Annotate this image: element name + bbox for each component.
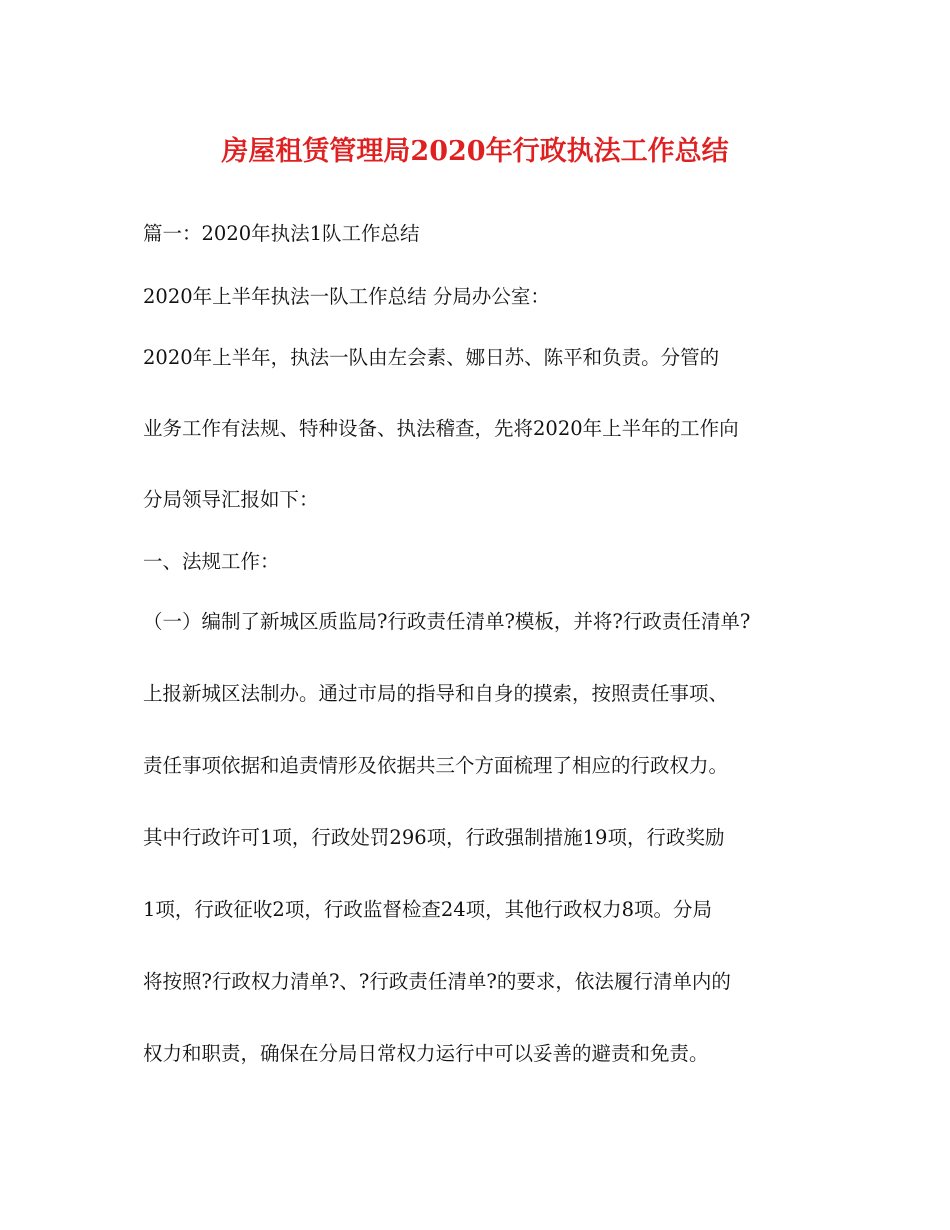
paragraph-line: 业务工作有法规、特种设备、执法稽查，先将2020年上半年的工作向 [143, 417, 739, 440]
paragraph-line: 将按照?行政权力清单?、?行政责任清单?的要求，依法履行清单内的 [143, 970, 731, 993]
subsection-heading: 一、法规工作： [143, 550, 280, 573]
paragraph-line: 其中行政许可1项，行政处罚296项，行政强制措施19项，行政奖励 [143, 826, 725, 849]
section-heading: 篇一：2020年执法1队工作总结 [143, 222, 420, 245]
paragraph-line: 2020年上半年执法一队工作总结 分局办公室： [143, 285, 550, 308]
paragraph-line: 责任事项依据和追责情形及依据共三个方面梳理了相应的行政权力。 [143, 754, 729, 777]
paragraph-line: 分局领导汇报如下： [143, 488, 319, 511]
paragraph-line: 1项，行政征收2项，行政监督检查24项，其他行政权力8项。分局 [143, 898, 713, 921]
paragraph-line: 2020年上半年，执法一队由左会素、娜日苏、陈平和负责。分管的 [143, 346, 720, 369]
document-title: 房屋租赁管理局2020年行政执法工作总结 [221, 136, 729, 167]
paragraph-line: （一）编制了新城区质监局?行政责任清单?模板，并将?行政责任清单? [143, 610, 751, 633]
paragraph-line: 权力和职责，确保在分局日常权力运行中可以妥善的避责和免责。 [143, 1042, 709, 1065]
paragraph-line: 上报新城区法制办。通过市局的指导和自身的摸索，按照责任事项、 [143, 682, 729, 705]
